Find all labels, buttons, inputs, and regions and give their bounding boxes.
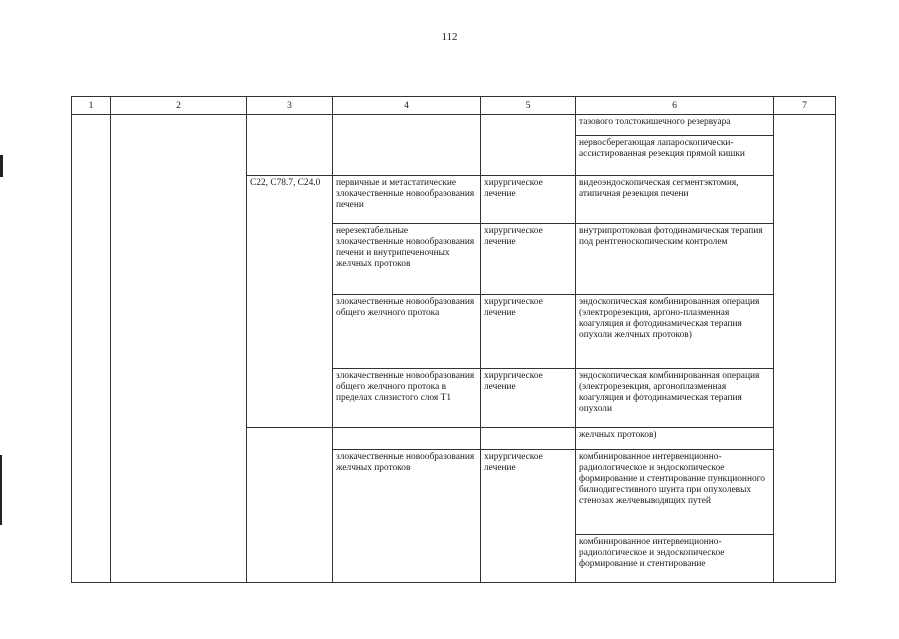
scan-edge-mark <box>0 455 2 525</box>
cell-diagnosis: первичные и метастатические злокачественные новообразования печени <box>333 175 481 223</box>
cell-col-4 <box>333 115 481 176</box>
treatment-table <box>71 96 835 583</box>
cell-col-3 <box>247 115 333 176</box>
header-col-5: 5 <box>481 97 576 115</box>
cell-treatment <box>481 428 576 449</box>
page-number: 112 <box>441 31 458 43</box>
cell-diagnosis: злокачественные новообразования желчных протоков <box>333 449 481 582</box>
cell-treatment: хирургическое лечение <box>481 449 576 582</box>
cell-method: комбинированное интервенционно-радиологическое и эндоскопическое формирование и стентирование <box>576 535 774 583</box>
cell-diagnosis: нерезектабельные злокачественные новообразования печени и внутрипеченочных желчных протоков <box>333 224 481 295</box>
header-col-4: 4 <box>333 97 481 115</box>
cell-col-2 <box>111 115 247 583</box>
cell-method: желчных протоков) <box>576 428 774 449</box>
cell-treatment: хирургическое лечение <box>481 294 576 368</box>
cell-treatment: хирургическое лечение <box>481 224 576 295</box>
cell-treatment: хирургическое лечение <box>481 368 576 428</box>
header-col-7: 7 <box>774 97 836 115</box>
scan-edge-mark <box>0 155 3 177</box>
header-col-1: 1 <box>72 97 111 115</box>
cell-method: нервосберегающая лапароскопически-ассистированная резекция прямой кишки <box>576 136 774 175</box>
cell-method: эндоскопическая комбинированная операция (электрорезекция, аргоноплазменная коагуляция и фотодинамическая терапия опухоли <box>576 368 774 428</box>
cell-code: C22, C78.7, C24.0 <box>247 175 333 428</box>
header-col-2: 2 <box>111 97 247 115</box>
cell-diagnosis <box>333 428 481 449</box>
cell-method: внутрипротоковая фотодинамическая терапия под рентгеноскопическим контролем <box>576 224 774 295</box>
cell-treatment: хирургическое лечение <box>481 175 576 223</box>
cell-col-5 <box>481 115 576 176</box>
cell-code <box>247 428 333 583</box>
cell-diagnosis: злокачественные новообразования общего желчного протока <box>333 294 481 368</box>
header-col-3: 3 <box>247 97 333 115</box>
cell-col-7 <box>774 115 836 583</box>
cell-method: видеоэндоскопическая сегментэктомия, атипичная резекция печени <box>576 175 774 223</box>
table-header-row <box>72 97 836 115</box>
cell-col-1 <box>72 115 111 583</box>
cell-method: эндоскопическая комбинированная операция (электрорезекция, аргоно-плазменная коагуляция и фотодинамическая терапия опухоли желчных протоков) <box>576 294 774 368</box>
table-row <box>72 115 836 136</box>
cell-method: тазового толстокишечного резервуара <box>576 115 774 136</box>
cell-diagnosis: злокачественные новообразования общего желчного протока в пределах слизистого слоя T1 <box>333 368 481 428</box>
header-col-6: 6 <box>576 97 774 115</box>
cell-method: комбинированное интервенционно-радиологическое и эндоскопическое формирование и стентирование пункционного билиодигестивного шунта при опухолевых стенозах желчевыводящих путей <box>576 449 774 535</box>
